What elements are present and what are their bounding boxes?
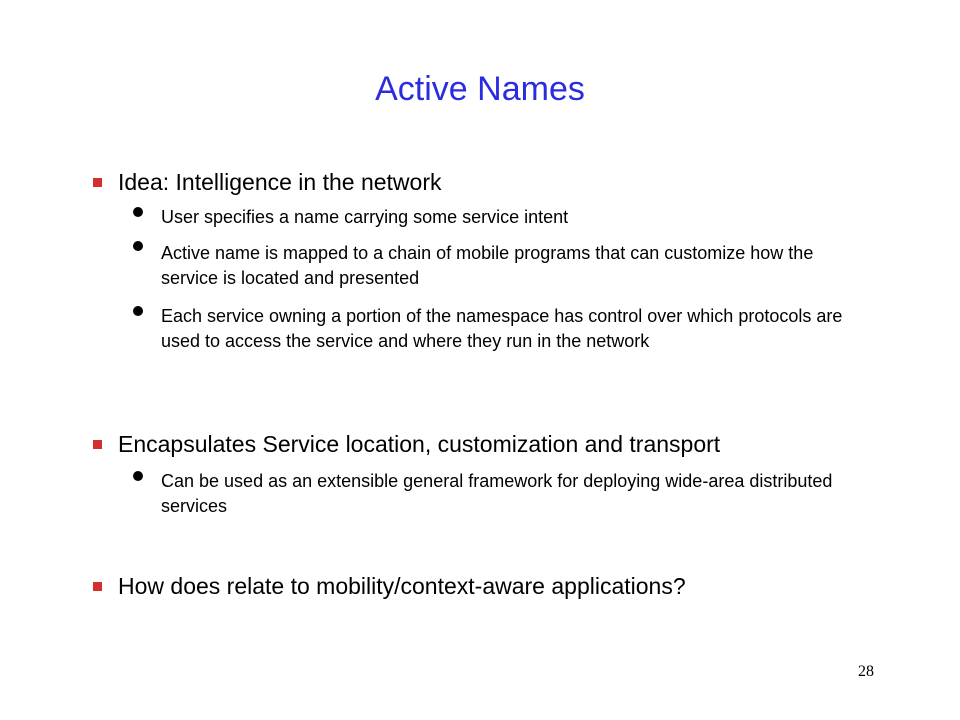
sub-bullet-dot-icon <box>133 241 143 251</box>
bullet-square-icon <box>93 178 102 187</box>
sub-bullet-user-specifies: User specifies a name carrying some service intent <box>161 207 569 227</box>
sub-bullet-active-name-mapped: Active name is mapped to a chain of mobile programs that can customize how the service is located and presented <box>161 243 814 288</box>
page-number: 28 <box>858 663 874 680</box>
bullet-idea: Idea: Intelligence in the network <box>118 169 442 195</box>
bullet-encapsulates: Encapsulates Service location, customization and transport <box>118 431 721 457</box>
bullet-square-icon <box>93 440 102 449</box>
slide-title: Active Names <box>375 70 585 108</box>
bullet-square-icon <box>93 582 102 591</box>
sub-bullet-each-service: Each service owning a portion of the namespace has control over which protocols are used to access the service and where they run in the network <box>161 306 843 351</box>
sub-bullet-dot-icon <box>133 306 143 316</box>
bullet-mobility-question: How does relate to mobility/context-aware applications? <box>118 573 686 599</box>
sub-bullet-dot-icon <box>133 207 143 217</box>
sub-bullet-dot-icon <box>133 471 143 481</box>
sub-bullet-extensible-framework: Can be used as an extensible general framework for deploying wide-area distributed services <box>161 471 833 516</box>
